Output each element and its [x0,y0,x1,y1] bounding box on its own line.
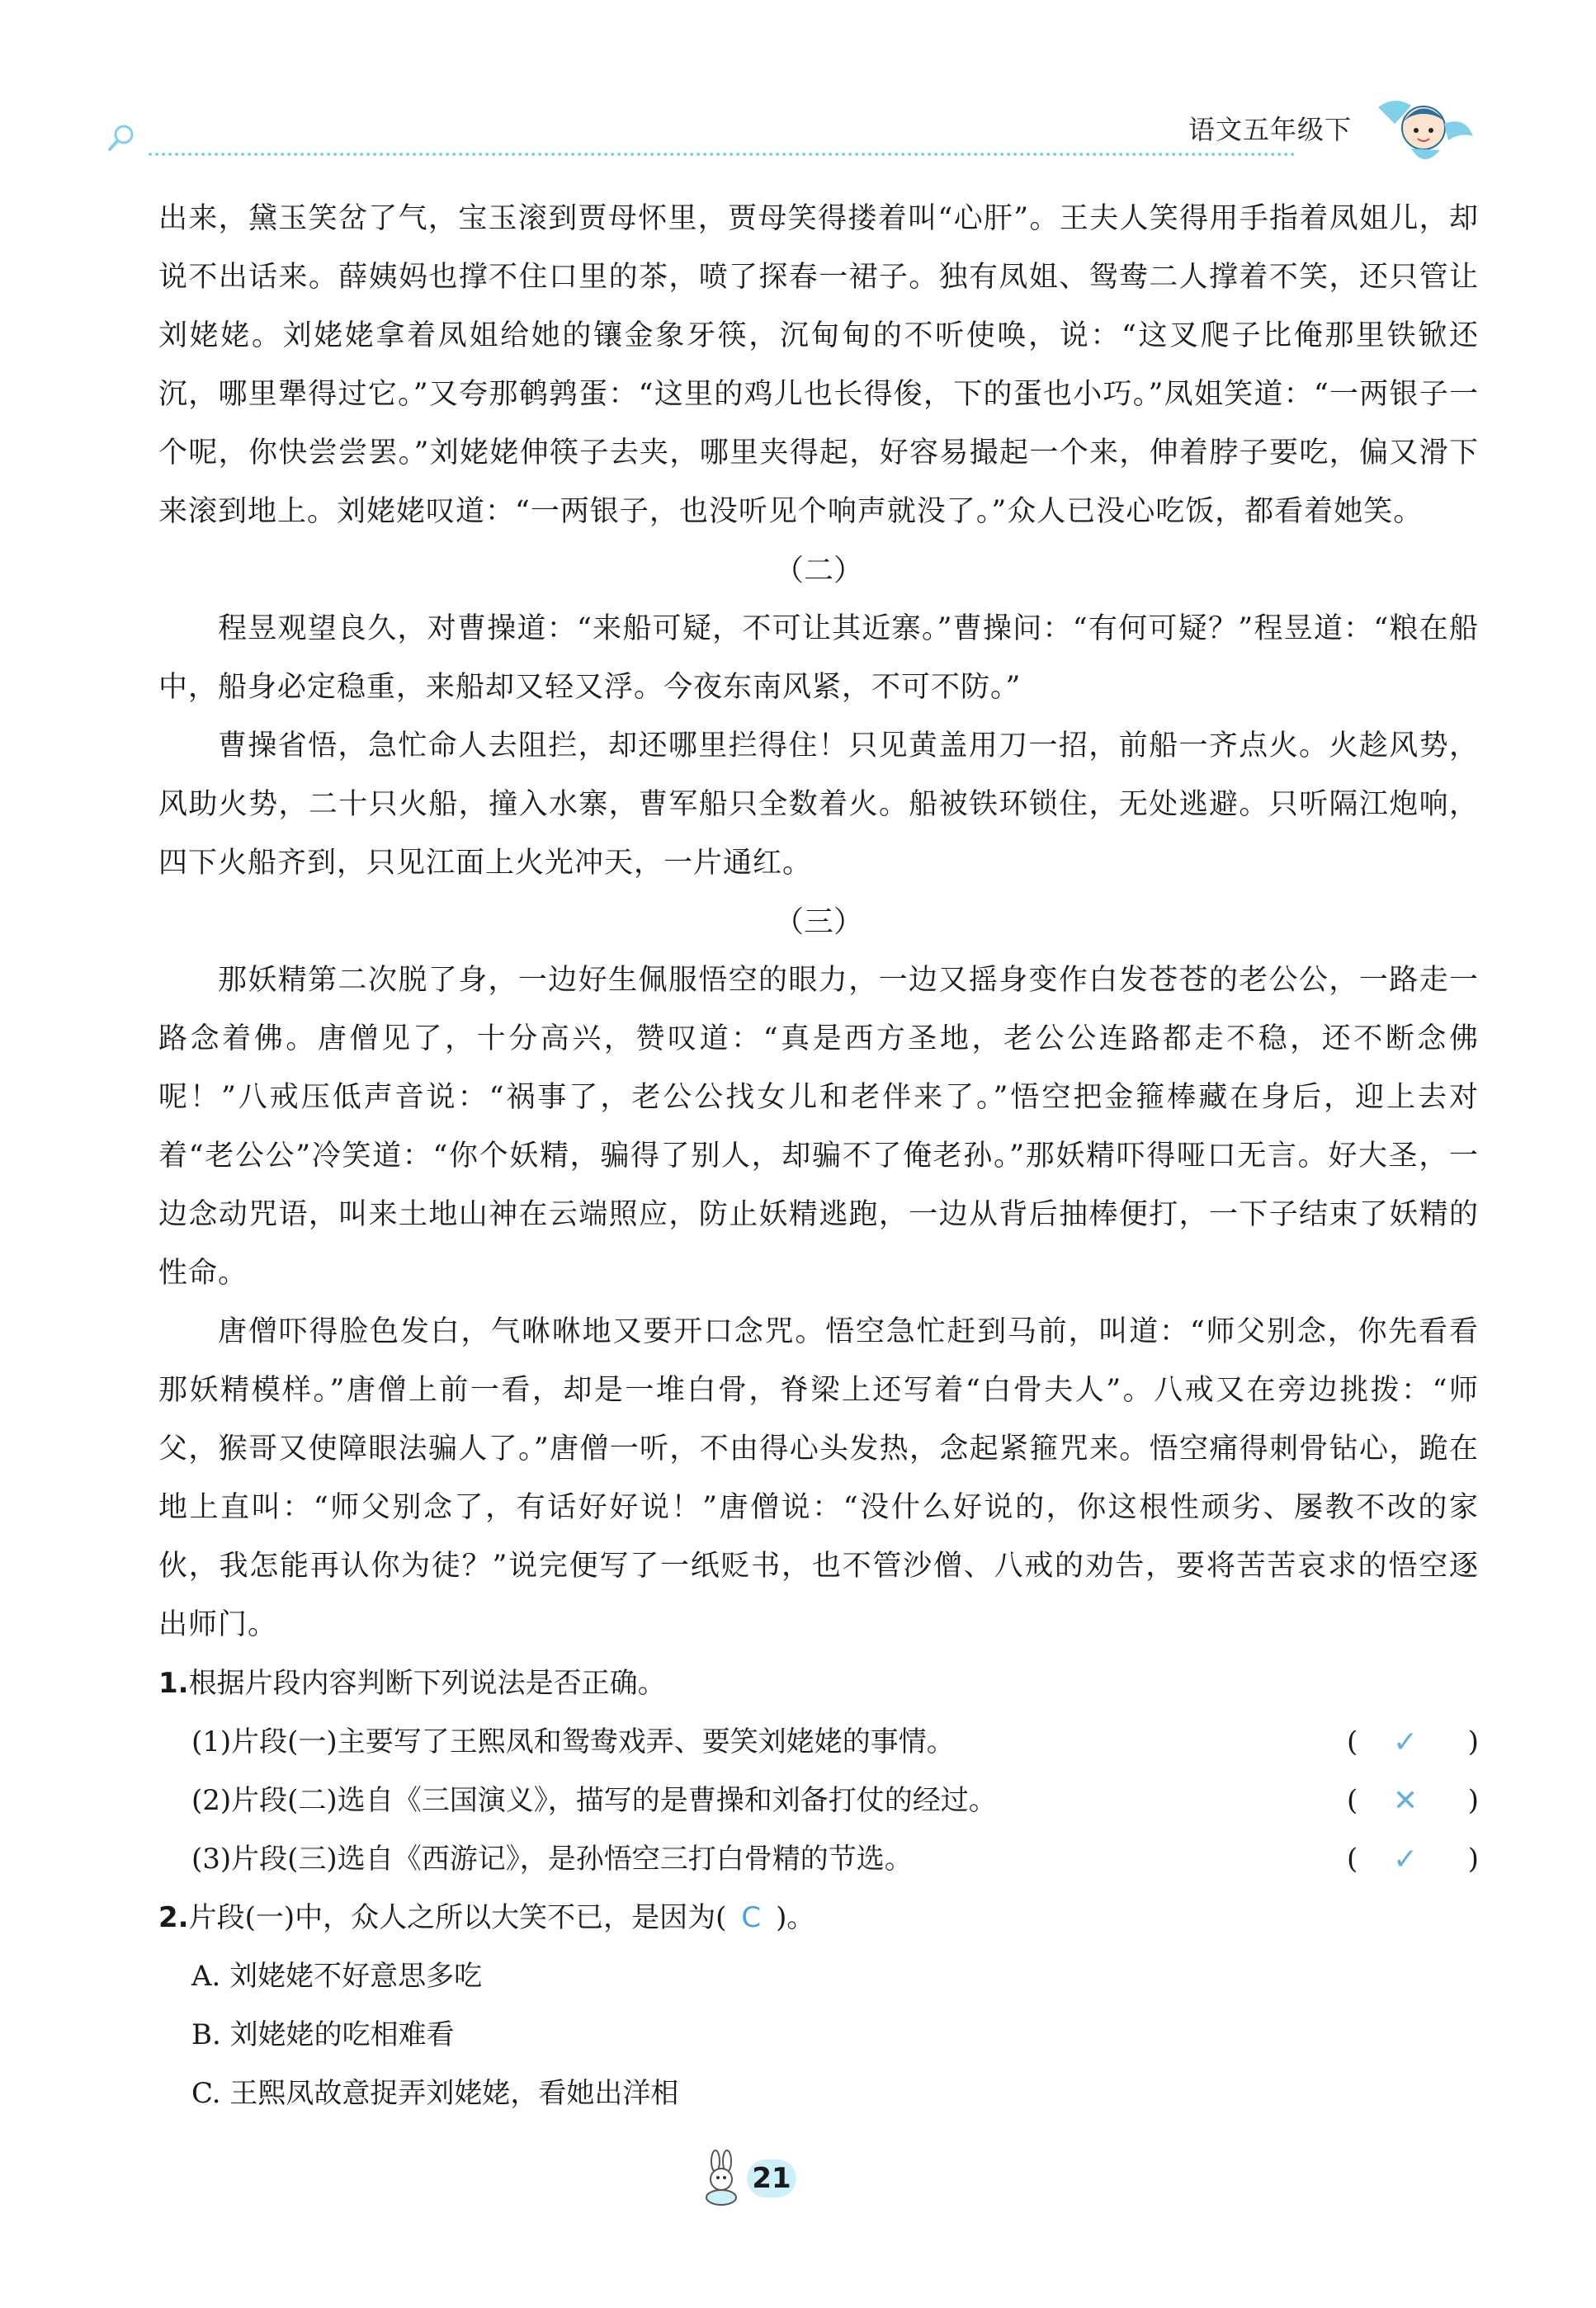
question-1 [158,1654,1479,1713]
page-content [158,190,1479,2123]
check-mark-icon: ✓ [1393,1843,1419,1876]
question-2 [158,1889,1479,1947]
item-text: (1)片段(一)主要写了王熙凤和鸳鸯戏弄、要笑刘姥姥的事情。 [191,1725,955,1758]
paren-close: ) [1467,1843,1479,1876]
passage-1-paragraph: 出来，黛玉笑岔了气，宝玉滚到贾母怀里，贾母笑得搂着叫“心肝”。王夫人笑得用手指着凤姐儿，却说不出话来。薛姨妈也撑不住口里的茶，喷了探春一裙子。独有凤姐、鸳鸯二人撑着不笑，还只管让刘姥姥。刘姥姥拿着凤姐给她的镶金象牙筷，沉甸甸的不听使唤，说：“这叉爬子比俺那里铁锨还沉，哪里犟得过它。”又夸那鹌鹑蛋：“这里的鸡儿也长得俊，下的蛋也小巧。”凤姐笑道：“一两银子一个呢，你快尝尝罢。”刘姥姥伸筷子去夹，哪里夹得起，好容易撮起一个来，伸着脖子要吃，偏又滑下来滚到地上。刘姥姥叹道：“一两银子，也没听见个响声就没了。”众人已没心吃饭，都看着她笑。 [158,202,1479,528]
item-text: (3)片段(三)选自《西游记》，是孙悟空三打白骨精的节选。 [191,1843,913,1876]
section-2-title: （二） [773,554,863,588]
section-3-title: （三） [773,905,863,939]
section-2-paragraph-2: 曹操省悟，急忙命人去阻拦，却还哪里拦得住！只见黄盖用刀一招，前船一齐点火。火趁风势，风助火势，二十只火船，撞入水寨，曹军船只全数着火。船被铁环锁住，无处逃避。只听隔江炮响，四下火船齐到，只见江面上火光冲天，一片通红。 [158,729,1479,880]
question-1-item-2 [191,1772,1479,1830]
page-number [697,2150,796,2207]
page-number-text: 21 [747,2159,796,2197]
bunny-mascot-icon [697,2150,747,2207]
question-2-answer: C [741,1901,762,1934]
question-1-item-3 [191,1830,1479,1889]
section-3-paragraph-1: 那妖精第二次脱了身，一边好生佩服悟空的眼力，一边又摇身变作白发苍苍的老公公，一路走一路念着佛。唐僧见了，十分高兴，赞叹道：“真是西方圣地，老公公连路都走不稳，还不断念佛呢！”八戒压低声音说：“祸事了，老公公找女儿和老伴来了。”悟空把金箍棒藏在身后，迎上去对着“老公公”冷笑道：“你个妖精，骗得了别人，却骗不了俺老孙。”那妖精吓得哑口无言。好大圣，一边念动咒语，叫来土地山神在云端照应，防止妖精逃跑，一边从背后抽棒便打，一下子结束了妖精的性命。 [158,964,1479,1290]
question-1-text: 根据片段内容判断下列说法是否正确。 [188,1667,666,1700]
question-2-text-before: 片段(一)中，众人之所以大笑不已，是因为( [188,1901,727,1934]
question-2-text-after: )。 [776,1901,815,1934]
paren-close: ) [1467,1725,1479,1758]
paren-open: ( [1347,1725,1358,1758]
paren-open: ( [1347,1843,1358,1876]
mascot-girl-icon [1362,91,1485,173]
question-2-option-a: A. 刘姥姥不好意思多吃 [191,1960,483,1993]
page-header [99,91,1485,165]
header-divider [149,153,1296,156]
magnifier-icon [107,124,135,152]
cross-mark-icon: ✕ [1393,1784,1419,1818]
paren-open: ( [1347,1784,1358,1817]
grade-label: 语文五年级下 [1188,114,1353,145]
section-2-paragraph-1: 程昱观望良久，对曹操道：“来船可疑，不可让其近寨。”曹操问：“有何可疑？”程昱道：“粮在船中，船身必定稳重，来船却又轻又浮。今夜东南风紧，不可不防。” [158,612,1479,704]
item-text: (2)片段(二)选自《三国演义》，描写的是曹操和刘备打仗的经过。 [191,1784,997,1817]
section-3-paragraph-2: 唐僧吓得脸色发白，气咻咻地又要开口念咒。悟空急忙赶到马前，叫道：“师父别念，你先看看那妖精模样。”唐僧上前一看，却是一堆白骨，脊梁上还写着“白骨夫人”。八戒又在旁边挑拨：“师父，猴哥又使障眼法骗人了。”唐僧一听，不由得心头发热，念起紧箍咒来。悟空痛得刺骨钻心，跪在地上直叫：“师父别念了，有话好好说！”唐僧说：“没什么好说的，你这根性顽劣、屡教不改的家伙，我怎能再认你为徒？”说完便写了一纸贬书，也不管沙僧、八戒的劝告，要将苦苦哀求的悟空逐出师门。 [158,1315,1479,1641]
question-1-item-1 [191,1713,1479,1772]
question-2-number: 2. [158,1901,189,1934]
question-2-option-c: C. 王熙凤故意捉弄刘姥姥，看她出洋相 [191,2077,679,2110]
paren-close: ) [1467,1784,1479,1817]
question-2-option-b: B. 刘姥姥的吃相难看 [191,2018,455,2051]
check-mark-icon: ✓ [1393,1725,1419,1759]
question-1-number: 1. [158,1667,189,1700]
